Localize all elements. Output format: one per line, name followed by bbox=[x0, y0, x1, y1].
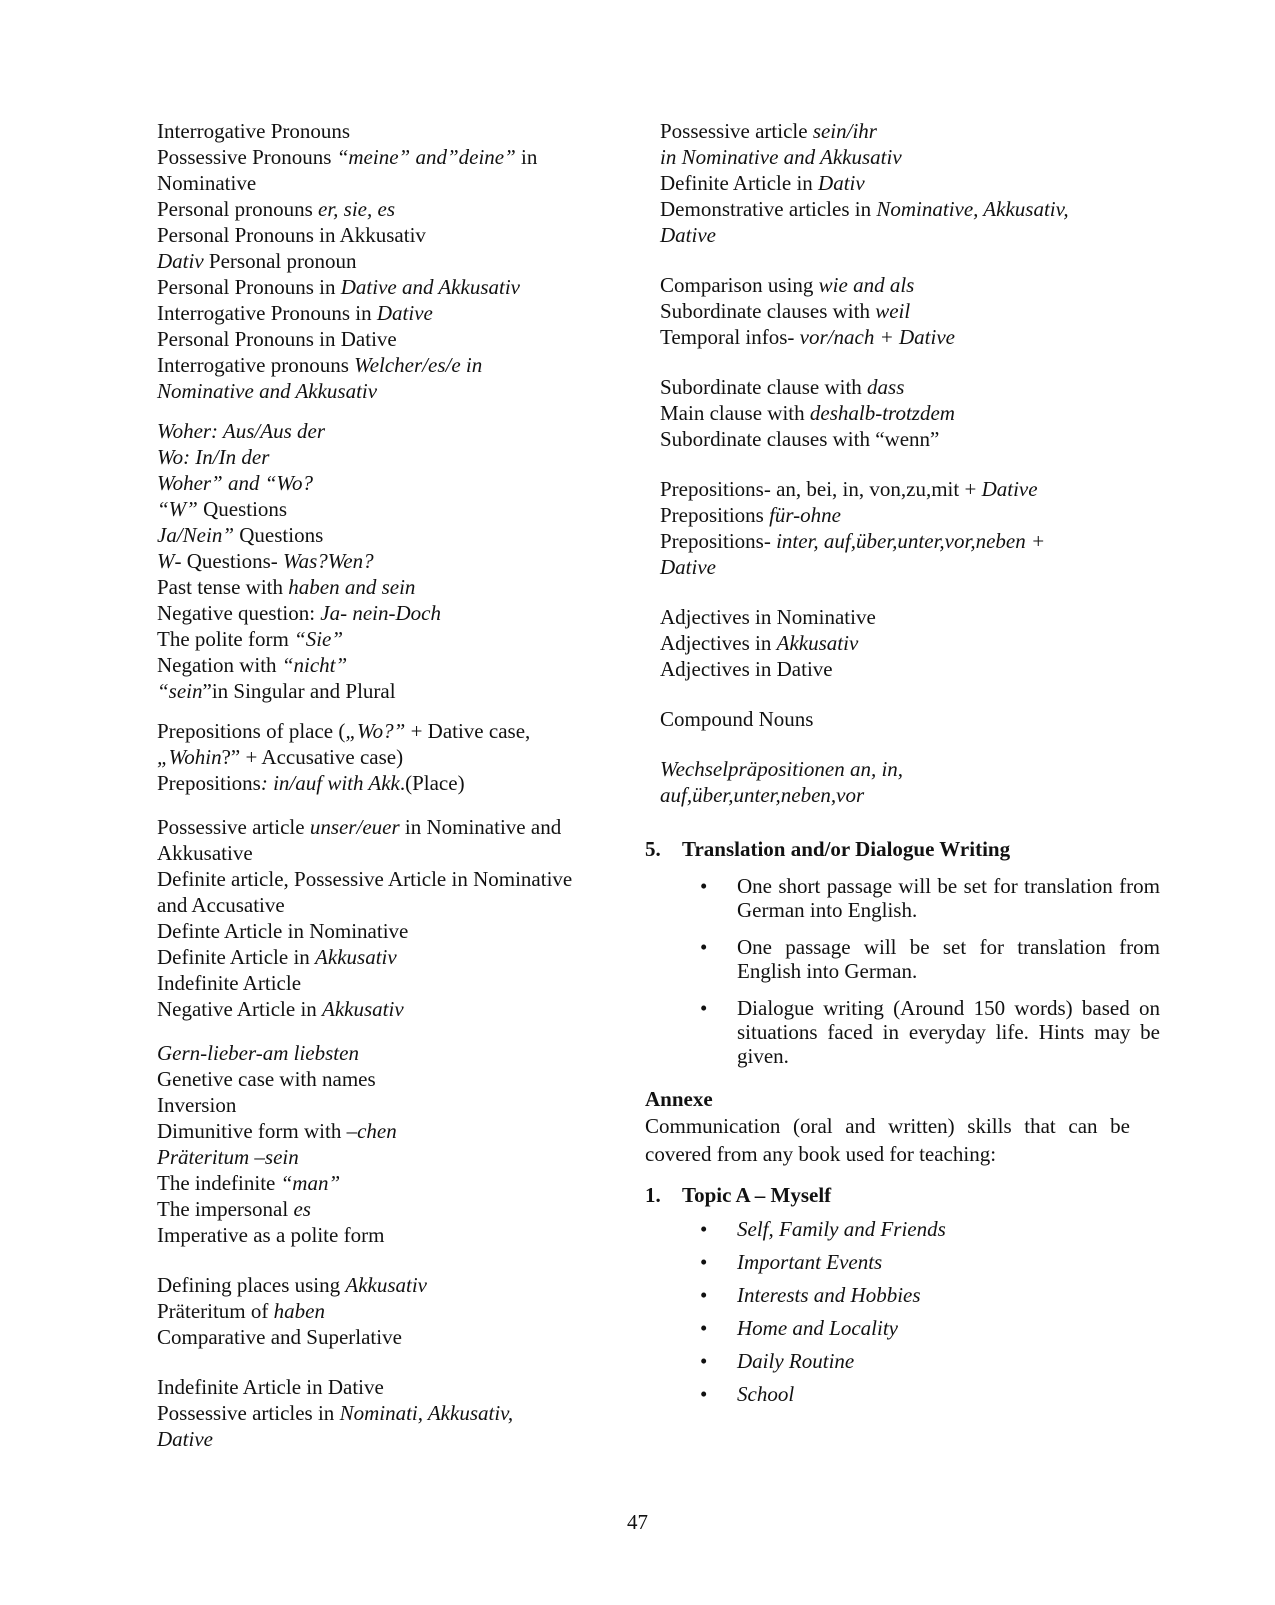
text-run: Prepositions of place ( bbox=[157, 719, 346, 743]
text-line bbox=[157, 918, 627, 944]
page-number: 47 bbox=[627, 1510, 648, 1534]
text-run: Personal pronoun bbox=[203, 249, 357, 273]
italic-text: Nominative and Akkusativ bbox=[157, 379, 378, 403]
italic-text: Ja/Nein” bbox=[157, 523, 234, 547]
text-line bbox=[660, 476, 1160, 502]
text-run: Imperative as a polite form bbox=[157, 1223, 385, 1247]
text-line bbox=[157, 678, 627, 704]
text-line bbox=[157, 652, 627, 678]
italic-text: Dative bbox=[660, 555, 716, 579]
text-line bbox=[157, 522, 627, 548]
text-run: The impersonal bbox=[157, 1197, 294, 1221]
left-column bbox=[157, 118, 627, 1452]
text-run: ”in Singular and Plural bbox=[202, 679, 396, 703]
text-line bbox=[660, 656, 1160, 682]
text-run: Temporal infos- bbox=[660, 325, 800, 349]
bullet-text: One passage will be set for translation from English into German. bbox=[737, 935, 1160, 983]
text-line bbox=[157, 718, 627, 744]
text-run: Adjectives in Dative bbox=[660, 657, 833, 681]
italic-text: “sein bbox=[157, 679, 203, 703]
topic-item bbox=[660, 1249, 1160, 1275]
text-line bbox=[157, 1118, 627, 1144]
text-group bbox=[660, 118, 1160, 248]
text-line bbox=[660, 782, 1160, 808]
section-5 bbox=[645, 836, 1160, 1068]
italic-text: deshalb-trotzdem bbox=[809, 401, 955, 425]
topic-item bbox=[660, 1348, 1160, 1374]
italic-text: Präteritum –sein bbox=[157, 1145, 299, 1169]
italic-text: „Wohin bbox=[157, 745, 222, 769]
italic-text: in Nominative and Akkusativ bbox=[660, 145, 902, 169]
italic-text: weil bbox=[875, 299, 911, 323]
bullet-icon: • bbox=[700, 1316, 708, 1340]
text-run: .(Place) bbox=[399, 771, 465, 795]
text-line bbox=[660, 706, 1160, 732]
italic-text: Akkusativ bbox=[315, 945, 397, 969]
text-run: Questions bbox=[234, 523, 324, 547]
topic-a-items bbox=[660, 1216, 1160, 1407]
italic-text: Wo: In/In der bbox=[157, 445, 270, 469]
text-run: Personal Pronouns in Akkusativ bbox=[157, 223, 426, 247]
italic-text: Akkusativ bbox=[345, 1273, 428, 1297]
text-run: ?” + Accusative case) bbox=[221, 745, 404, 769]
bullet-item bbox=[660, 935, 1160, 983]
italic-text: unser/euer bbox=[309, 815, 400, 839]
text-run: Subordinate clause with bbox=[660, 375, 868, 399]
text-line bbox=[157, 1426, 627, 1452]
text-line bbox=[157, 1272, 627, 1298]
text-run: Prepositions- bbox=[660, 529, 777, 553]
bullet-text: Dialogue writing (Around 150 words) based on situations faced in everyday life. Hints may be given. bbox=[737, 996, 1160, 1068]
italic-text: Dative and Akkusativ bbox=[340, 275, 520, 299]
text-line bbox=[660, 144, 1160, 170]
italic-text: Dative bbox=[376, 301, 433, 325]
text-line bbox=[157, 892, 627, 918]
text-run: Possessive article bbox=[660, 119, 813, 143]
text-group bbox=[660, 756, 1160, 808]
text-line bbox=[157, 170, 627, 196]
text-line bbox=[157, 1066, 627, 1092]
text-line bbox=[157, 222, 627, 248]
topic-item-text: Self, Family and Friends bbox=[737, 1217, 946, 1241]
italic-text: Nominati, Akkusativ, bbox=[339, 1401, 514, 1425]
text-run: Definite article, Possessive Article in Nominative bbox=[157, 867, 573, 891]
text-group bbox=[157, 1374, 627, 1452]
topic-a-title: Topic A – Myself bbox=[682, 1183, 832, 1207]
topic-item-text: Daily Routine bbox=[737, 1349, 855, 1373]
text-line bbox=[157, 418, 627, 444]
text-line bbox=[660, 426, 1160, 452]
text-run: Past tense with bbox=[157, 575, 289, 599]
right-column bbox=[645, 118, 1160, 1407]
text-group bbox=[157, 814, 627, 1022]
text-run: Prepositions- an, bei, in, von,zu,mit + bbox=[660, 477, 982, 501]
italic-text: Dative bbox=[157, 1427, 213, 1451]
italic-text: Woher: Aus/Aus der bbox=[157, 419, 325, 443]
text-run: Negative question: bbox=[157, 601, 321, 625]
text-run: Possessive articles in bbox=[157, 1401, 340, 1425]
section-5-bullets bbox=[660, 874, 1160, 1068]
italic-text: Was?Wen? bbox=[283, 549, 374, 573]
text-run: Main clause with bbox=[660, 401, 810, 425]
text-run: Subordinate clauses with “wenn” bbox=[660, 427, 940, 451]
text-line bbox=[660, 118, 1160, 144]
text-line bbox=[157, 814, 627, 840]
text-run: Genetive case with names bbox=[157, 1067, 376, 1091]
section-5-number: 5. bbox=[645, 837, 661, 861]
bullet-icon: • bbox=[700, 1283, 708, 1307]
topic-item-text: Home and Locality bbox=[737, 1316, 898, 1340]
bullet-item bbox=[660, 874, 1160, 922]
text-run: Demonstrative articles in bbox=[660, 197, 877, 221]
text-run: Interrogative Pronouns in bbox=[157, 301, 377, 325]
italic-text: haben and sein bbox=[288, 575, 416, 599]
text-run: Comparison using bbox=[660, 273, 819, 297]
bullet-icon: • bbox=[700, 935, 708, 959]
topic-item bbox=[660, 1315, 1160, 1341]
text-run: Definte Article in Nominative bbox=[157, 919, 409, 943]
text-run: Personal pronouns bbox=[157, 197, 318, 221]
bullet-icon: • bbox=[700, 996, 708, 1020]
text-line bbox=[157, 300, 627, 326]
italic-text: Wechselpräpositionen an, in, bbox=[660, 757, 904, 781]
text-line bbox=[157, 1222, 627, 1248]
text-line bbox=[157, 444, 627, 470]
italic-text: „Wo?” bbox=[345, 719, 406, 743]
text-run: Personal Pronouns in Dative bbox=[157, 327, 397, 351]
text-run: + Dative case, bbox=[405, 719, 531, 743]
text-line bbox=[157, 1144, 627, 1170]
italic-text: Dative bbox=[660, 223, 716, 247]
italic-text: Dative bbox=[981, 477, 1038, 501]
text-group bbox=[660, 374, 1160, 452]
italic-text: Welcher/es/e in bbox=[354, 353, 483, 377]
text-run: The polite form bbox=[157, 627, 295, 651]
section-5-heading bbox=[645, 836, 1160, 862]
text-line bbox=[157, 496, 627, 522]
topic-item-text: Important Events bbox=[737, 1250, 883, 1274]
text-line bbox=[157, 144, 627, 170]
text-group bbox=[660, 604, 1160, 682]
text-run: Akkusative bbox=[157, 841, 253, 865]
topic-a-heading bbox=[645, 1182, 1160, 1208]
italic-text: sein/ihr bbox=[812, 119, 877, 143]
text-line bbox=[660, 502, 1160, 528]
bullet-icon: • bbox=[700, 1382, 708, 1406]
text-line bbox=[157, 1374, 627, 1400]
text-run: Negation with bbox=[157, 653, 282, 677]
section-5-title: Translation and/or Dialogue Writing bbox=[682, 837, 1011, 861]
text-group bbox=[157, 418, 627, 704]
text-run: Subordinate clauses with bbox=[660, 299, 876, 323]
italic-text: Akkusativ bbox=[776, 631, 859, 655]
text-line bbox=[157, 944, 627, 970]
text-run: Interrogative pronouns bbox=[157, 353, 355, 377]
text-line bbox=[157, 1170, 627, 1196]
bullet-icon: • bbox=[700, 874, 708, 898]
text-line bbox=[157, 274, 627, 300]
text-run: Inversion bbox=[157, 1093, 237, 1117]
text-run: Compound Nouns bbox=[660, 707, 814, 731]
text-line bbox=[157, 574, 627, 600]
text-line bbox=[157, 1040, 627, 1066]
text-line bbox=[157, 1324, 627, 1350]
text-line bbox=[157, 248, 627, 274]
italic-text: Woher” and “Wo? bbox=[157, 471, 313, 495]
text-line bbox=[660, 756, 1160, 782]
text-line bbox=[157, 600, 627, 626]
italic-text: dass bbox=[867, 375, 905, 399]
text-run: Dimunitive form with – bbox=[157, 1119, 358, 1143]
italic-text: es bbox=[293, 1197, 311, 1221]
text-run: Nominative bbox=[157, 171, 257, 195]
text-run: Adjectives in Nominative bbox=[660, 605, 876, 629]
topic-a-number: 1. bbox=[645, 1183, 661, 1207]
topic-item-text: Interests and Hobbies bbox=[737, 1283, 921, 1307]
text-run: - Questions- bbox=[174, 549, 283, 573]
text-line bbox=[157, 626, 627, 652]
italic-text: W bbox=[157, 549, 175, 573]
text-run: Definite Article in bbox=[660, 171, 819, 195]
italic-text: “meine” and”deine” bbox=[336, 145, 516, 169]
italic-text: “W” bbox=[157, 497, 198, 521]
text-group bbox=[660, 476, 1160, 580]
text-line bbox=[660, 170, 1160, 196]
text-line bbox=[157, 1092, 627, 1118]
text-line bbox=[157, 1400, 627, 1426]
text-line bbox=[660, 528, 1160, 554]
italic-text: auf,über,unter,neben,vor bbox=[660, 783, 865, 807]
italic-text: wie and als bbox=[818, 273, 915, 297]
italic-text: vor/nach + Dative bbox=[799, 325, 955, 349]
text-line bbox=[660, 324, 1160, 350]
text-line bbox=[157, 378, 627, 404]
bullet-icon: • bbox=[700, 1349, 708, 1373]
italic-text: Dativ bbox=[818, 171, 865, 195]
text-line bbox=[157, 1298, 627, 1324]
annexe-text: Communication (oral and written) skills that can be covered from any book used for teaching: bbox=[645, 1114, 1130, 1166]
text-line bbox=[660, 222, 1160, 248]
text-group bbox=[660, 272, 1160, 350]
text-group bbox=[157, 1272, 627, 1350]
italic-text: Ja- nein-Doch bbox=[320, 601, 441, 625]
bullet-icon: • bbox=[700, 1250, 708, 1274]
text-run: Indefinite Article bbox=[157, 971, 302, 995]
text-line bbox=[660, 604, 1160, 630]
text-line bbox=[660, 272, 1160, 298]
text-run: Definite Article in bbox=[157, 945, 316, 969]
text-line bbox=[660, 630, 1160, 656]
text-line bbox=[660, 554, 1160, 580]
text-line bbox=[157, 118, 627, 144]
text-line bbox=[660, 374, 1160, 400]
text-run: Questions bbox=[197, 497, 288, 521]
italic-text: chen bbox=[357, 1119, 397, 1143]
text-run: Comparative and Superlative bbox=[157, 1325, 402, 1349]
text-line bbox=[157, 196, 627, 222]
italic-text: “nicht” bbox=[281, 653, 348, 677]
italic-text: haben bbox=[273, 1299, 325, 1323]
italic-text: Gern-lieber-am liebsten bbox=[157, 1041, 359, 1065]
text-line bbox=[157, 866, 627, 892]
text-group bbox=[157, 1040, 627, 1248]
text-run: Personal Pronouns in bbox=[157, 275, 341, 299]
text-run: Prepositions bbox=[660, 503, 770, 527]
text-line bbox=[157, 996, 627, 1022]
text-run: Negative Article in bbox=[157, 997, 323, 1021]
bullet-text: One short passage will be set for translation from German into English. bbox=[737, 874, 1160, 922]
text-run: in bbox=[515, 145, 538, 169]
text-line bbox=[157, 326, 627, 352]
italic-text: für-ohne bbox=[769, 503, 841, 527]
italic-text: Dativ bbox=[157, 249, 204, 273]
text-run: Possessive article bbox=[157, 815, 310, 839]
text-line bbox=[157, 548, 627, 574]
text-line bbox=[157, 970, 627, 996]
text-run: Interrogative Pronouns bbox=[157, 119, 351, 143]
text-line bbox=[660, 196, 1160, 222]
text-line bbox=[660, 298, 1160, 324]
text-run: Indefinite Article in Dative bbox=[157, 1375, 384, 1399]
text-run: Prepositions bbox=[157, 771, 261, 795]
text-run: in Nominative and bbox=[399, 815, 562, 839]
topic-item bbox=[660, 1381, 1160, 1407]
text-run: and Accusative bbox=[157, 893, 285, 917]
text-line bbox=[157, 770, 627, 796]
italic-text: er, sie, es bbox=[318, 197, 395, 221]
text-line bbox=[157, 352, 627, 378]
text-line bbox=[157, 1196, 627, 1222]
text-group bbox=[157, 118, 627, 404]
topic-a bbox=[645, 1182, 1160, 1407]
topic-item bbox=[660, 1216, 1160, 1242]
text-run: The indefinite bbox=[157, 1171, 281, 1195]
text-group bbox=[157, 718, 627, 796]
text-line bbox=[157, 840, 627, 866]
bullet-icon: • bbox=[700, 1217, 708, 1241]
text-run: Possessive Pronouns bbox=[157, 145, 337, 169]
italic-text: “Sie” bbox=[294, 627, 344, 651]
italic-text: Nominative, Akkusativ, bbox=[876, 197, 1069, 221]
text-group bbox=[660, 706, 1160, 732]
italic-text: inter, auf,über,unter,vor,neben + bbox=[776, 529, 1046, 553]
annexe bbox=[645, 1086, 1130, 1168]
text-line bbox=[660, 400, 1160, 426]
text-line bbox=[157, 470, 627, 496]
annexe-heading: Annexe bbox=[645, 1087, 713, 1111]
bullet-item bbox=[660, 996, 1160, 1068]
italic-text: “man” bbox=[280, 1171, 341, 1195]
topic-item-text: School bbox=[737, 1382, 795, 1406]
text-run: Präteritum of bbox=[157, 1299, 274, 1323]
text-line bbox=[157, 744, 627, 770]
text-run: Adjectives in bbox=[660, 631, 777, 655]
right-grammar-list bbox=[660, 118, 1160, 808]
italic-text: : in/auf with Akk bbox=[260, 771, 400, 795]
topic-item bbox=[660, 1282, 1160, 1308]
text-run: Defining places using bbox=[157, 1273, 346, 1297]
italic-text: Akkusativ bbox=[322, 997, 404, 1021]
